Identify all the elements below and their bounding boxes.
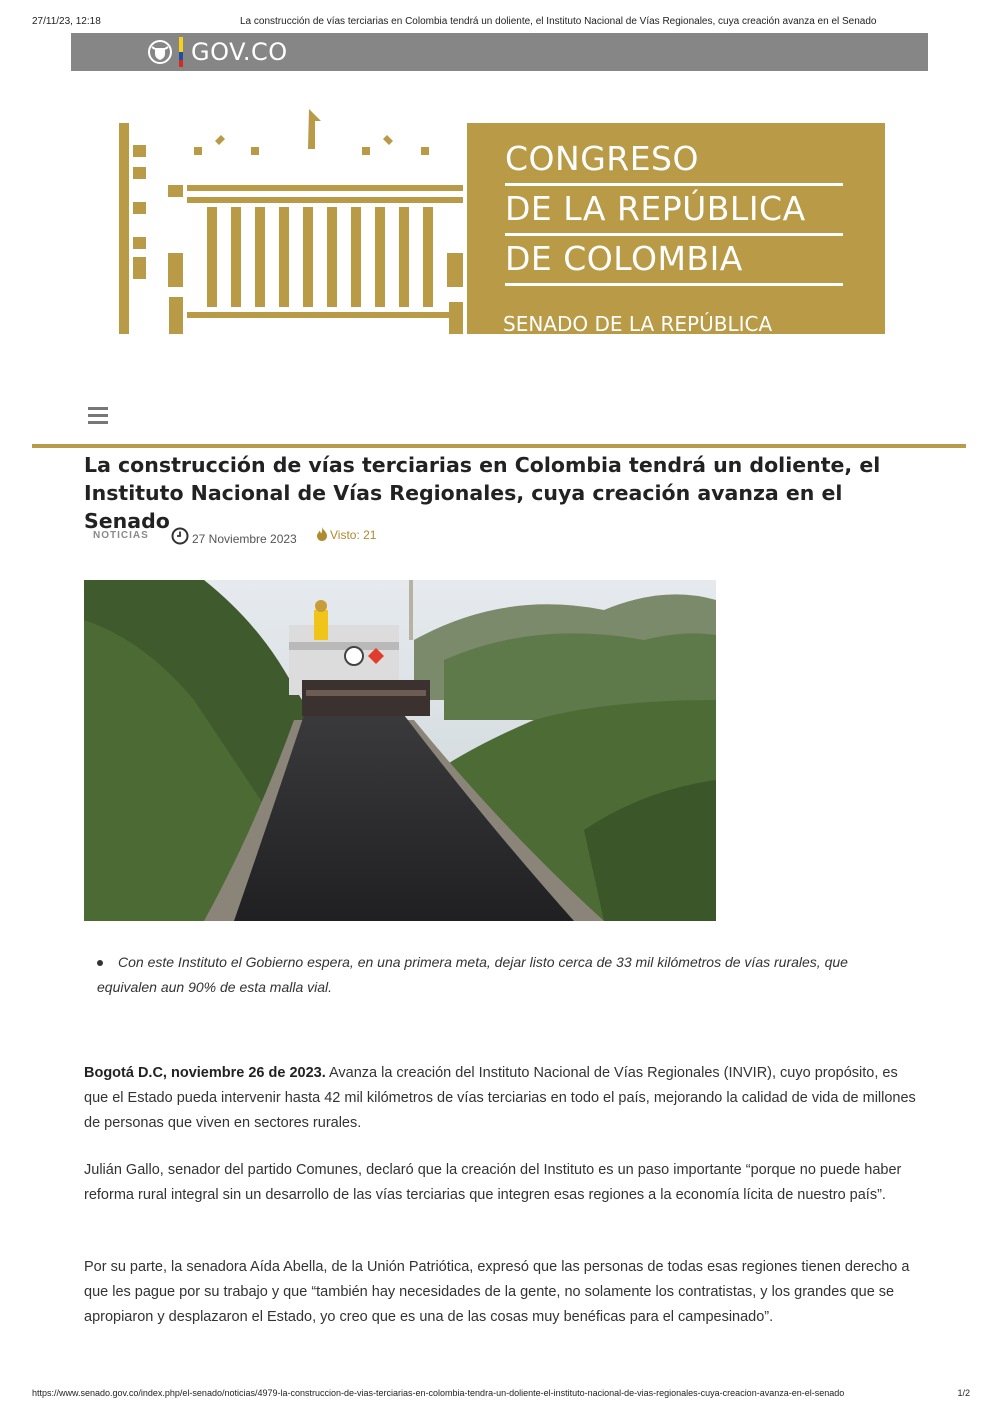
print-url: https://www.senado.gov.co/index.php/el-senado/noticias/4979-la-construccion-de-vias-terciarias-en-colombia-tendra-un-doliente-el-instituto-nacional-de-vias-regionales-cuya-creacion-avanza-en-el-senado — [32, 1388, 845, 1398]
gov-co-bar — [71, 33, 928, 71]
gov-co-link[interactable]: GOV.CO — [191, 38, 288, 66]
flame-icon — [316, 527, 328, 541]
print-datetime: 27/11/23, 12:18 — [32, 16, 101, 27]
category-link[interactable]: NOTICIAS — [93, 530, 149, 541]
article-paragraph-2: Julián Gallo, senador del partido Comunes, declaró que la creación del Instituto es un paso importante “porque no puede haber reforma rural integral sin un desarrollo de las vías terciarias que integren esas regiones a la economía lícita de nuestro país”. — [84, 1162, 902, 1203]
publish-date: 27 Noviembre 2023 — [192, 532, 297, 546]
paragraph-lead: Bogotá D.C, noviembre 26 de 2023. — [84, 1065, 326, 1081]
highlight-text: Con este Instituto el Gobierno espera, en una primera meta, dejar listo cerca de 33 mil kilómetros de vías rurales, que equivalen aun 90% de esta malla vial. — [97, 954, 848, 995]
article-paragraph-1 — [84, 1061, 918, 1136]
divider — [32, 444, 966, 448]
logo-line-2: DE LA REPÚBLICA — [505, 189, 806, 228]
bullet-icon — [97, 960, 103, 966]
logo-line-1: CONGRESO — [505, 139, 699, 178]
print-page-number: 1/2 — [957, 1388, 970, 1398]
logo-rule — [505, 283, 843, 286]
paragraph-text: Avanza la creación del Instituto Nacional de Vías Regionales (INVIR), cuyo propósito, es que el Estado pueda intervenir hasta 42 mil kilómetros de vías terciarias en todo el país, mejorando la calidad de vida de millones de personas que viven en sectores rurales. — [84, 1065, 916, 1131]
article-title: La construcción de vías terciarias en Colombia tendrá un doliente, el Instituto Nacional de Vías Regionales, cuya creación avanza en el Senado — [84, 453, 881, 533]
senado-logo[interactable] — [119, 107, 885, 335]
article-paragraph-3: Por su parte, la senadora Aída Abella, de la Unión Patriótica, expresó que las personas de todas esas regiones tienen derecho a que les pague por su trabajo y que “también hay necesidades de la gente, no solamente los contratistas, y los grandes que se apropiaron y desplazaron el Estado, yo creo que es una de las cosas muy benéficas para el campesinado”. — [84, 1259, 910, 1325]
road-construction-photo — [84, 580, 716, 921]
view-count: Visto: 21 — [330, 528, 377, 542]
logo-rule — [505, 233, 843, 236]
colombia-flag-icon — [179, 37, 183, 67]
capitol-columns-icon — [119, 107, 467, 335]
print-footer — [32, 1388, 970, 1402]
clock-icon — [171, 527, 189, 545]
article-highlight — [97, 950, 897, 1000]
logo-subtitle: SENADO DE LA REPÚBLICA — [503, 312, 773, 336]
print-doc-title: La construcción de vías terciarias en Colombia tendrá un doliente, el Instituto Nacional de Vías Regionales, cuya creación avanza en el Senado — [240, 16, 877, 27]
logo-line-3: DE COLOMBIA — [505, 239, 743, 278]
logo-rule — [505, 183, 843, 186]
senado-logo-panel — [467, 123, 885, 334]
hamburger-menu-icon[interactable] — [88, 407, 108, 425]
colombia-coat-of-arms-icon — [147, 39, 173, 65]
print-header — [32, 16, 968, 30]
